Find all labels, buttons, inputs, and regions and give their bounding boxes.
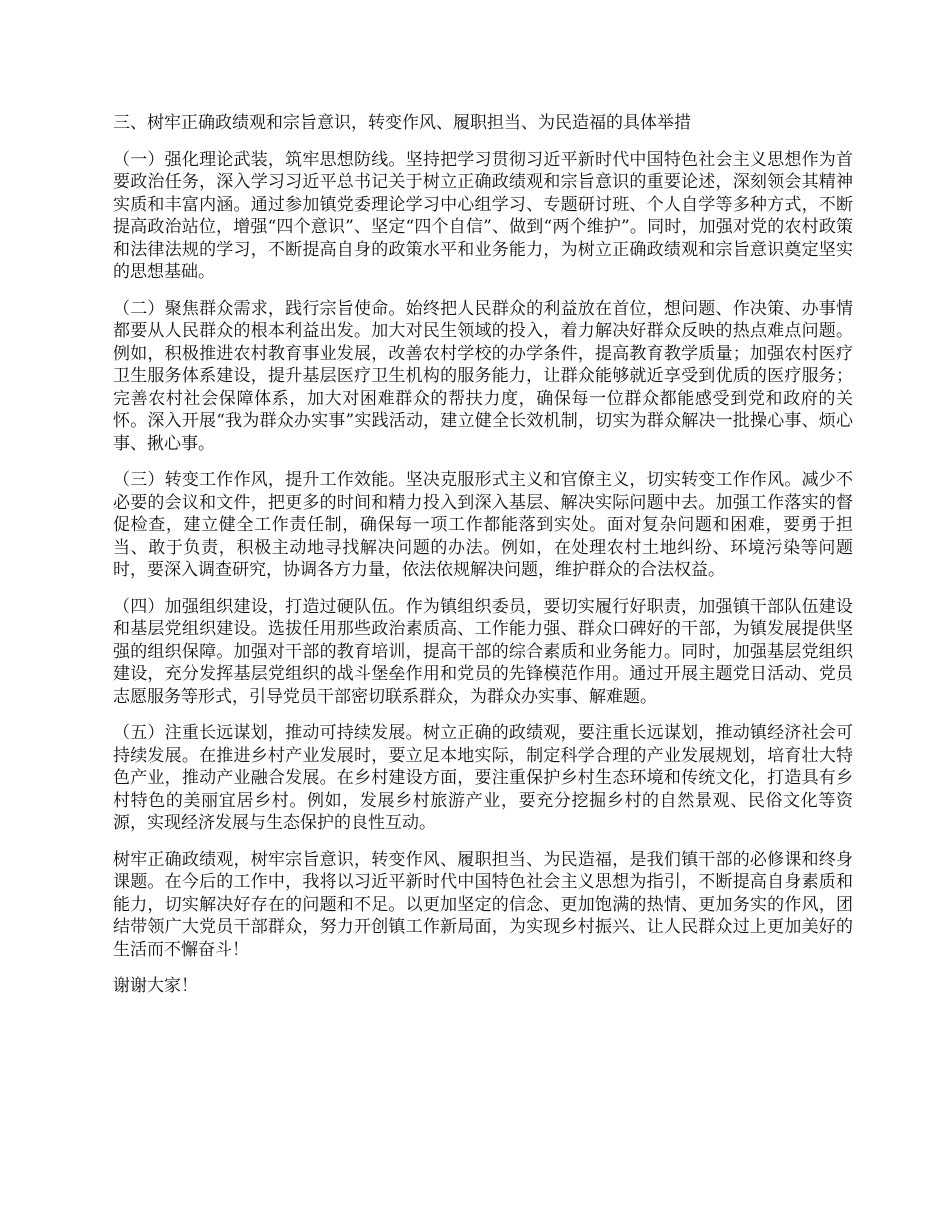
section-heading: 三、树牢正确政绩观和宗旨意识，转变作风、履职担当、为民造福的具体举措: [113, 113, 691, 133]
closing-thanks: 谢谢大家！: [113, 976, 198, 996]
paragraph-change-work-style: （三）转变工作作风，提升工作效能。坚决克服形式主义和官僚主义，切实转变工作作风。减少不必要的会议和文件，把更多的时间和精力投入到深入基层、解决实际问题中去。加强工作落实的督促检查，建立健全工作责任制，确保每一项工作都能落到实处。面对复杂问题和困难，要勇于担当、敢于负责，积极主动地寻找解决问题的办法。例如，在处理农村土地纠纷、环境污染等问题时，要深入调查研究，协调各方力量，依法依规解决问题，维护群众的合法权益。: [113, 470, 853, 580]
paragraph-organization-building: （四）加强组织建设，打造过硬队伍。作为镇组织委员，要切实履行好职责，加强镇干部队伍建设和基层党组织建设。选拔任用那些政治素质高、工作能力强、群众口碑好的干部，为镇发展提供坚强的组织保障。加强对干部的教育培训，提高干部的综合素质和业务能力。同时，加强基层党组织建设，充分发挥基层党组织的战斗堡垒作用和党员的先锋模范作用。通过开展主题党日活动、党员志愿服务等形式，引导党员干部密切联系群众，为群众办实事、解难题。: [113, 596, 853, 707]
paragraph-conclusion: 树牢正确政绩观，树牢宗旨意识，转变作风、履职担当、为民造福，是我们镇干部的必修课和终身课题。在今后的工作中，我将以习近平新时代中国特色社会主义思想为指引，不断提高自身素质和能力，切实解决好存在的问题和不足。以更加坚定的信念、更加饱满的热情、更加务实的作风，团结带领广大党员干部群众，努力开创镇工作新局面，为实现乡村振兴、让人民群众过上更加美好的生活而不懈奋斗！: [113, 849, 853, 960]
paragraph-long-term-planning: （五）注重长远谋划，推动可持续发展。树立正确的政绩观，要注重长远谋划，推动镇经济社会可持续发展。在推进乡村产业发展时，要立足本地实际，制定科学合理的产业发展规划，培育壮大特色产业，推动产业融合发展。在乡村建设方面，要注重保护乡村生态环境和传统文化，打造具有乡村特色的美丽宜居乡村。例如，发展乡村旅游产业，要充分挖掘乡村的自然景观、民俗文化等资源，实现经济发展与生态保护的良性互动。: [113, 723, 853, 833]
document-page: [113, 112, 853, 998]
paragraph-focus-public-needs: （二）聚焦群众需求，践行宗旨使命。始终把人民群众的利益放在首位，想问题、作决策、办事情都要从人民群众的根本利益出发。加大对民生领域的投入，着力解决好群众反映的热点难点问题。例如，积极推进农村教育事业发展，改善农村学校的办学条件，提高教育教学质量；加强农村医疗卫生服务体系建设，提升基层医疗卫生机构的服务能力，让群众能够就近享受到优质的医疗服务；完善农村社会保障体系，加大对困难群众的帮扶力度，确保每一位群众都能感受到党和政府的关怀。深入开展“我为群众办实事”实践活动，建立健全长效机制，切实为群众解决一批操心事、烦心事、揪心事。: [113, 298, 853, 454]
paragraph-strengthen-theory: （一）强化理论武装，筑牢思想防线。坚持把学习贯彻习近平新时代中国特色社会主义思想作为首要政治任务，深入学习习近平总书记关于树立正确政绩观和宗旨意识的重要论述，深刻领会其精神实质和丰富内涵。通过参加镇党委理论学习中心组学习、专题研讨班、个人自学等多种方式，不断提高政治站位，增强“四个意识”、坚定“四个自信”、做到“两个维护”。同时，加强对党的农村政策和法律法规的学习，不断提高自身的政策水平和业务能力，为树立正确政绩观和宗旨意识奠定坚实的思想基础。: [113, 149, 853, 282]
